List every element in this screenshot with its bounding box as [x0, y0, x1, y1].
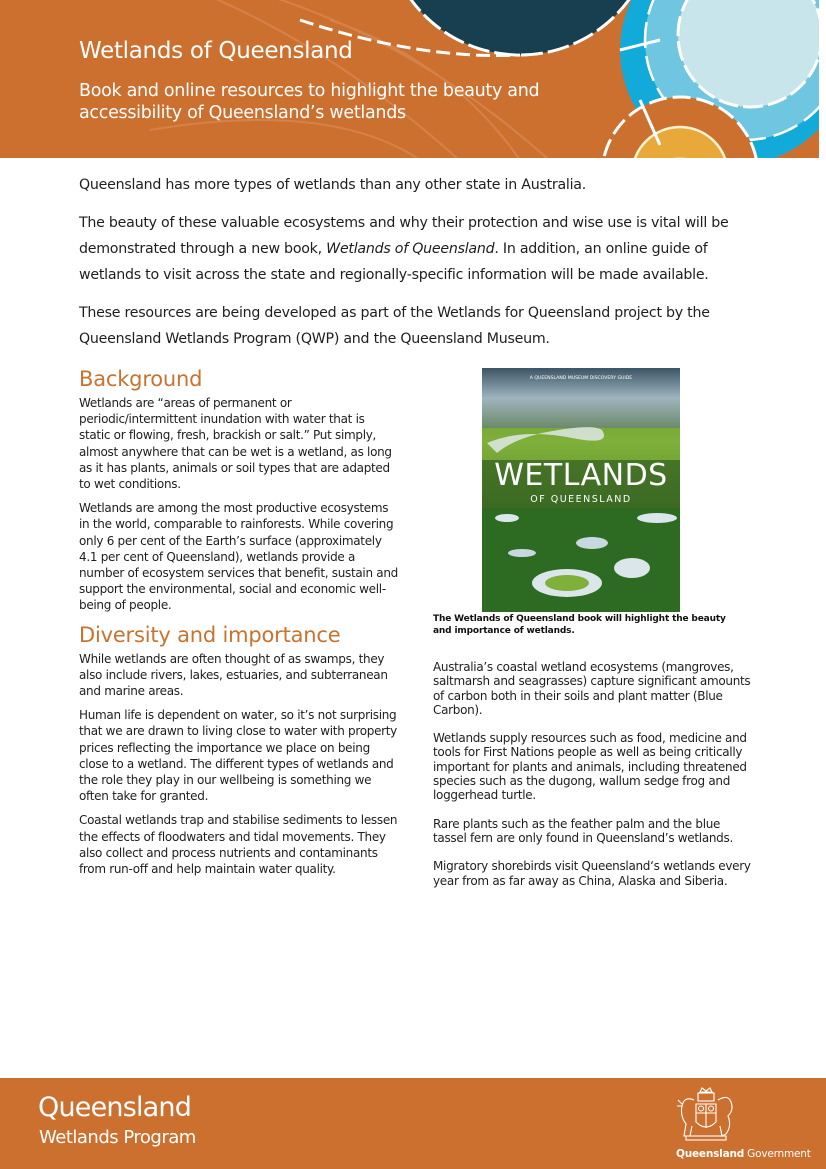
footer-program-name: Wetlands Program — [39, 1127, 196, 1148]
header-banner — [0, 0, 819, 158]
diversity-paragraph: Coastal wetlands trap and stabilise sediments to lessen the effects of floodwaters and tidal movements. They also collect and process nutrients and contaminants from run-off and help maintain water quality. — [79, 813, 398, 877]
book-cover-artwork — [482, 368, 680, 612]
section-heading-diversity: Diversity and importance — [79, 622, 341, 647]
background-paragraph: Wetlands are “areas of permanent or periodic/intermittent inundation with water that is static or flowing, fresh, brackish or salt.” Put simply, almost anywhere that can be wet is a wetland, as long as it has plants, animals or soil types that are adapted to wet conditions. — [79, 396, 392, 492]
right-paragraph: Wetlands supply resources such as food, medicine and tools for First Nations people as well as being critically important for plants and animals, including threatened species such as the dugong, wallum sedge frog and loggerhead turtle. — [433, 731, 747, 803]
book-caption: The Wetlands of Queensland book will highlight the beauty and importance of wetlands. — [433, 614, 726, 636]
queensland-government-label — [676, 1148, 811, 1160]
diversity-paragraph: While wetlands are often thought of as swamps, they also include rivers, lakes, estuaries, and subterranean and marine areas. — [79, 651, 388, 699]
book-title-main: WETLANDS — [494, 458, 668, 493]
footer-banner — [0, 1078, 826, 1169]
intro-section — [79, 172, 759, 364]
page-subtitle: Book and online resources to highlight the beauty and accessibility of Queensland’s wetlands — [79, 81, 540, 123]
queensland-coat-of-arms-icon — [676, 1086, 736, 1148]
intro-paragraph: These resources are being developed as part of the Wetlands for Queensland project by the Queensland Wetlands Program (QWP) and the Queensland Museum. — [79, 305, 710, 347]
right-paragraph: Rare plants such as the feather palm and the blue tassel fern are only found in Queensland’s wetlands. — [433, 816, 733, 845]
gov-label-regular: Government — [744, 1148, 811, 1160]
book-cover-image — [482, 368, 680, 612]
intro-paragraph — [79, 210, 759, 288]
intro-paragraph: Queensland has more types of wetlands than any other state in Australia. — [79, 177, 587, 193]
footer-org-name: Queensland — [38, 1092, 192, 1123]
diversity-paragraph: Human life is dependent on water, so it’s not surprising that we are drawn to living close to water with property prices reflecting the importance we place on being close to a wetland. The different types of wetlands and the role they play in our wellbeing is something we often take for granted. — [79, 708, 397, 804]
book-series-label: A QUEENSLAND MUSEUM DISCOVERY GUIDE — [529, 376, 633, 381]
page-title: Wetlands of Queensland — [79, 38, 353, 64]
left-column — [79, 366, 399, 885]
gov-label-bold: Queensland — [676, 1148, 745, 1160]
intro-text: The beauty of these valuable ecosystems and why their protection and wise use is vital will be demonstrated through a new book, — [79, 215, 729, 257]
book-title-italic: Wetlands of Queensland — [326, 241, 495, 257]
intro-text: . In addition, an online guide of wetlands to visit across the state and regionally-specific information will be made available. — [79, 241, 709, 283]
book-title-sub: OF QUEENSLAND — [530, 494, 632, 505]
section-heading-background: Background — [79, 367, 203, 391]
right-paragraph: Migratory shorebirds visit Queensland‘s wetlands every year from as far away as China, Alaska and Siberia. — [433, 859, 751, 888]
background-paragraph: Wetlands are among the most productive ecosystems in the world, comparable to rainforests. While covering only 6 per cent of the Earth’s surface (approximately 4.1 per cent of Queensland), wetlands provide a number of ecosystem services that benefit, sustain and support the environmental, social and economic well-being of people. — [79, 501, 398, 613]
right-column — [433, 660, 751, 902]
header-circles-artwork — [0, 0, 819, 158]
right-paragraph: Australia’s coastal wetland ecosystems (mangroves, saltmarsh and seagrasses) capture significant amounts of carbon both in their soils and plant matter (Blue Carbon). — [433, 660, 751, 717]
